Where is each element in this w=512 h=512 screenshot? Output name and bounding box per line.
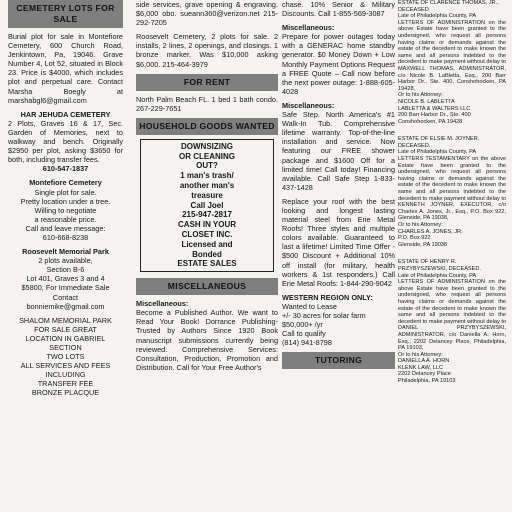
ad-western-region-lines (282, 302, 395, 347)
ad-line: 610-668-8238 (42, 232, 89, 242)
ad-line: (814) 941-8798 (282, 338, 332, 348)
notice-line: ESTATE OF CLARENCE THOMAS, JR., DECEASED (398, 0, 499, 13)
section-header-tutoring: TUTORING (282, 352, 395, 369)
notice-line: Late of Philadelphia County, PA (398, 13, 477, 20)
ad-line: Call and leave message: (25, 223, 106, 233)
ad-title-miscellaneous: Miscellaneous: (136, 299, 189, 309)
ad-shalom-lines (8, 316, 123, 398)
ad-title-miscellaneous: Miscellaneous: (282, 100, 335, 110)
ad-line: Willing to negotiate (34, 205, 97, 215)
estate-notice-thomas (398, 0, 506, 125)
notice-line: ESTATE OF HENRY R. PRZYBYSZEWSKI, DECEASED. (398, 259, 481, 272)
notice-line: P.O. Box 922 (398, 235, 431, 242)
ad-line: +/- 30 acres for solar farm (282, 311, 366, 320)
ad-roosevelt-cemetery: Roosevelt Cemetery, 2 plots for sale. 2 installs, 2 lines, 2 openings, and closings. 1 bronze marker. Was $10,000 asking $6,000. 215-464-3979 (136, 32, 278, 69)
ad-line: Call to qualify (282, 329, 326, 339)
ad-generac: Prepare for power outages today with a GENERAC home standby generator. $0 Money Down + Low Monthly Payment Options Request a FREE Quote – Call now before the next power outage: 1-888-605-4028 (282, 32, 395, 96)
ad-rent-condo: North Palm Beach FL. 1 bed 1 bath condo. 267-229-7651 (136, 94, 278, 113)
ad-line: Section B-6 (46, 265, 85, 275)
notice-line: CHARLES A. JONES, JR. (398, 228, 463, 235)
ad-continued-top: chase. 10% Senior & Military Discounts. Call 1-855-569-3087 (282, 0, 395, 19)
ad-title-western-region: WESTERN REGION ONLY: (282, 292, 373, 302)
ad-safe-step: Safe Step. North America's #1 Walk-In Tub. Comprehensive lifetime warranty. Top-of-the-line installation and service. Now featuring our FREE shower package and $1600 Off for a limited time! Call today! Financing available. Call Safe Step 1-833-437-1428 (282, 110, 395, 192)
section-header-miscellaneous: MISCELLANEOUS (136, 278, 278, 295)
notice-line: LETTERS OF ADMINISTRATION on the above Estate have been granted to the undersigned, who request all persons having claims or demands against the estate of the decedent to make known the same and all persons indebted to the decedent to make payment without delay to MAXWELL THOMAS, ADMINISTRATOR, c/o Nicole B. LaBletta, Esq., 200 Barr Harbor Dr., Ste. 400, Conshohocken, PA 19428, (398, 19, 506, 92)
notice-line: Conshohocken, PA 19428 (398, 118, 463, 125)
notice-line: LABLETTA & WALTERS LLC (398, 105, 471, 112)
box-line: OR CLEANING (179, 151, 235, 161)
ad-line: a reasonable price. (34, 214, 97, 224)
ad-har-jehuda-phone: 610-547-1837 (42, 164, 89, 174)
ad-published-author: Become a Published Author. We want to Read Your Book! Dorrance Publishing-Trusted by Authors Since 1920 Book manuscript submissions currently being reviewed. Comprehensive Services: Consultation, Production, Promotion and Distribution. Call for Your Free Author's (136, 308, 278, 372)
box-line: 215-947-2817 (182, 210, 232, 220)
column-1 (8, 0, 123, 512)
notice-line: DANIELLA A. HORN (398, 358, 450, 365)
box-line: Bonded (192, 249, 222, 259)
box-line: treasure (191, 190, 223, 200)
box-line: another man's (179, 181, 235, 191)
notice-line: LETTERS TESTAMENTARY on the above Estate have been granted to the undersigned, who request all persons having claims or demands against the estate of the decedent to make known the same and all persons indebted to the decedent to make payment without delay to KENNETH JOYNER, EXECUTOR, c/o Charles A. Jones, Jr., Esq., P.O. Box 922, Glenside, PA 19038, (398, 156, 506, 222)
ad-line: $50,000+ /yr (282, 320, 323, 330)
notice-line: Or to his Attorney: (398, 222, 443, 228)
ad-line: $5800, For Immediate Sale (21, 283, 110, 293)
notice-line: Or to his Attorney: (398, 92, 443, 99)
notice-line: LETTERS OF ADMINISTRATION on the above Estate have been granted to the undersigned, who request all persons having claims or demands against the estate of the decedent to make known the same and all persons indebted to the decedent to make payment without delay to DANIEL PRZYBYSZEWSKI, ADMINISTRATOR, c/o Daniella A. Horn, Esq., 2202 Delancey Place, Philadelphia, PA 19103, (398, 279, 506, 352)
ad-montefiore-plot: Burial plot for sale in Montefiore Cemetery, 600 Church Road, Jenkintown, Pa, 19046. Grave Number 4, Lot 52, situated in Block 23. Price is $4000, which includes plot and perpetual care. Contact Marsha Boegly at marshabgl6@gmail.com (8, 32, 123, 105)
ad-line: SECTION (49, 343, 82, 352)
ad-montefiore-lines (8, 188, 123, 243)
ad-line: LOCATION IN GABRIEL (25, 333, 106, 343)
box-line: ESTATE SALES (177, 259, 237, 269)
section-header-for-rent: FOR RENT (136, 74, 278, 91)
box-line: OUT? (196, 161, 218, 171)
notice-line: Or to his Attorney: (398, 351, 443, 358)
ad-line: FOR SALE GREAT (34, 324, 97, 334)
ad-title-miscellaneous: Miscellaneous: (282, 23, 335, 33)
ad-erie-metal-roofs: Replace your roof with the best looking and longest lasting material steel from Erie Metal Roofs! Three styles and multiple colors available. Guaranteed to last a lifetime! Limited Time Offer - $500 Discount + Additional 10% off install (for military, health workers & 1st responders.) Call Erie Metal Roofs: 1-844-290-9042 (282, 196, 395, 288)
ad-roosevelt-lines (8, 256, 123, 311)
ad-line: Wanted to Lease (282, 301, 337, 311)
section-header-household-goods: HOUSEHOLD GOODS WANTED (136, 118, 278, 135)
ad-line: TRANSFER FEE (37, 379, 94, 389)
column-3 (282, 0, 395, 512)
ad-line: ALL SERVICES AND FEES (20, 361, 111, 371)
notice-line: 2202 Delancey Place (398, 371, 451, 378)
ad-line: Single plot for sale. (34, 187, 97, 197)
ad-title-montefiore: Montefiore Cemetery (29, 178, 102, 188)
ad-line: 2 plots available, (38, 256, 93, 266)
notice-line: ESTATE OF ELSIE M. JOYNER, DECEASED. (398, 136, 480, 149)
estate-notice-przybyszewski (398, 259, 506, 384)
section-header-cemetery-lots: CEMETERY LOTS FOR SALE (8, 0, 123, 28)
box-line: CLOSET INC. (181, 230, 233, 240)
ad-har-jehuda-body: 2 Plots, Graves 16 & 17, Sec. Garden of Memories, next to walkway and bench. Originally $2950 per plot, asking $3650 for both, including transfer fees. (8, 118, 123, 165)
ad-title-har-jehuda: HAR JEHUDA CEMETERY (20, 109, 111, 119)
ad-line: SHALOM MEMORIAL PARK (19, 315, 112, 325)
column-4-legal-notices (398, 0, 506, 512)
notice-line: 200 Barr Harbor Dr., Ste. 400 (398, 112, 471, 119)
ad-line: Lot 401, Graves 3 and 4 (26, 274, 105, 284)
estate-notice-joyner (398, 136, 506, 248)
ad-title-roosevelt: Roosevelt Memorial Park (22, 247, 109, 257)
ad-line: BRONZE PLACQUE (31, 388, 100, 398)
notice-line: Glenside, PA 19038 (398, 241, 448, 248)
ad-line: Pretty location under a tree. (20, 196, 111, 206)
notice-line: NICOLE B. LABLETTA (398, 98, 455, 105)
notice-line: KLENK LAW, LLC (398, 364, 443, 371)
notice-line: Philadelphia, PA 19103 (398, 378, 456, 385)
ad-box-estate-sales (140, 139, 274, 272)
ad-line: Contact (52, 292, 79, 302)
ad-line: TWO LOTS (46, 352, 85, 362)
column-2 (136, 0, 278, 512)
ad-line: INCLUDING (45, 370, 86, 380)
ad-line: bonniemike@gmail.com (26, 301, 105, 311)
notice-line: Late of Philadelphia County, PA (398, 272, 477, 279)
box-line: Call Joel (190, 200, 224, 210)
box-line: DOWNSIZING (181, 141, 233, 151)
box-line: Licensed and (181, 239, 233, 249)
ad-continued-top: side services, grave opening & engraving. $6,000 obo. sueann360@verizon.net 215-292-7205 (136, 0, 278, 28)
notice-line: Late of Philadelphia County, PA (398, 149, 477, 156)
box-line: 1 man's trash/ (180, 171, 234, 181)
box-line: CASH IN YOUR (177, 220, 237, 230)
